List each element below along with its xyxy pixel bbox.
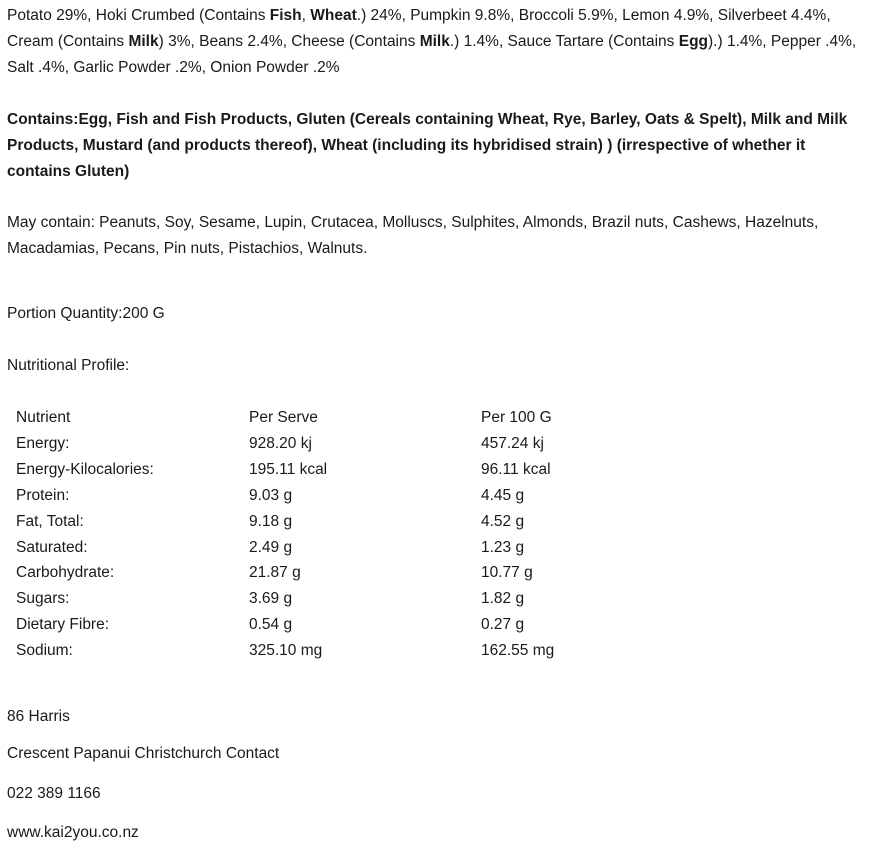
per-serve-value: 21.87 g: [249, 564, 301, 582]
website-link[interactable]: www.kai2you.co.nz: [7, 824, 139, 841]
per-100g-value: 162.55 mg: [481, 642, 555, 660]
per-serve-value: 195.11 kcal: [249, 460, 328, 478]
per-serve-value: 9.03 g: [249, 486, 293, 504]
table-row: [16, 560, 681, 586]
nutrient-name: Sugars:: [16, 590, 70, 608]
table-row: [16, 431, 681, 457]
portion-quantity: Portion Quantity:200 G: [7, 305, 165, 322]
contains-allergens: Contains:Egg, Fish and Fish Products, Gluten (Cereals containing Wheat, Rye, Barley, Oats & Spelt), Milk and Milk Products, Mustard (and products thereof), Wheat (including its hybridised strain) ) (irrespective of whether it contains Gluten): [7, 111, 848, 180]
table-row: [16, 509, 681, 535]
nutrient-name: Energy:: [16, 434, 70, 452]
nutrient-name: Protein:: [16, 486, 70, 504]
nutrition-table: [16, 405, 681, 664]
ingredients-text: ,: [301, 7, 311, 24]
table-row: [16, 457, 681, 483]
nutrient-name: Sodium:: [16, 642, 73, 660]
table-header-row: [16, 405, 681, 431]
nutrient-name: Fat, Total:: [16, 512, 84, 530]
nutrient-name: Carbohydrate:: [16, 564, 115, 582]
ingredients-text: Potato 29%, Hoki Crumbed (Contains: [7, 7, 270, 24]
per-100g-value: 0.27 g: [481, 616, 525, 634]
allergen-highlight: Milk: [419, 33, 450, 50]
per-100g-value: 1.23 g: [481, 538, 525, 556]
column-header-per-100g: Per 100 G: [481, 409, 552, 426]
table-row: [16, 535, 681, 561]
ingredients-text: .) 24%, Pumpkin 9.8%, Broccoli 5.9%, Lemon 4.9%, Silverbeet 4.4%, Cream (Contains: [7, 7, 831, 50]
contact-phone: 022 389 1166: [7, 785, 101, 802]
address-line-2: Crescent Papanui Christchurch Contact: [7, 745, 280, 762]
table-row: [16, 612, 681, 638]
column-header-per-serve: Per Serve: [249, 409, 318, 426]
table-row: [16, 483, 681, 509]
table-row: [16, 586, 681, 612]
may-contain-allergens: May contain: Peanuts, Soy, Sesame, Lupin, Crutacea, Molluscs, Sulphites, Almonds, Brazil nuts, Cashews, Hazelnuts, Macadamias, Pecans, Pin nuts, Pistachios, Walnuts.: [7, 214, 819, 257]
ingredients-text: ).) 1.4%, Pepper .4%, Salt .4%, Garlic Powder .2%, Onion Powder .2%: [7, 33, 857, 76]
per-serve-value: 0.54 g: [249, 616, 293, 634]
allergen-highlight: Egg: [678, 33, 709, 50]
allergen-highlight: Fish: [269, 7, 302, 24]
per-100g-value: 4.52 g: [481, 512, 525, 530]
column-header-nutrient: Nutrient: [16, 409, 71, 426]
per-serve-value: 3.69 g: [249, 590, 293, 608]
per-serve-value: 9.18 g: [249, 512, 293, 530]
per-100g-value: 457.24 kj: [481, 434, 544, 452]
per-100g-value: 4.45 g: [481, 486, 525, 504]
table-row: [16, 638, 681, 664]
per-100g-value: 1.82 g: [481, 590, 525, 608]
ingredients-list: [7, 3, 869, 81]
nutritional-profile-label: Nutritional Profile:: [7, 357, 130, 374]
per-100g-value: 10.77 g: [481, 564, 533, 582]
nutrient-name: Energy-Kilocalories:: [16, 460, 154, 478]
per-serve-value: 928.20 kj: [249, 434, 312, 452]
allergen-highlight: Wheat: [310, 7, 357, 24]
allergen-highlight: Milk: [128, 33, 159, 50]
nutrient-name: Dietary Fibre:: [16, 616, 110, 634]
ingredients-text: ) 3%, Beans 2.4%, Cheese (Contains: [158, 33, 420, 50]
address-line-1: 86 Harris: [7, 708, 70, 725]
per-serve-value: 325.10 mg: [249, 642, 323, 660]
per-100g-value: 96.11 kcal: [481, 460, 551, 478]
ingredients-text: .) 1.4%, Sauce Tartare (Contains: [449, 33, 679, 50]
per-serve-value: 2.49 g: [249, 538, 293, 556]
nutrient-name: Saturated:: [16, 538, 88, 556]
